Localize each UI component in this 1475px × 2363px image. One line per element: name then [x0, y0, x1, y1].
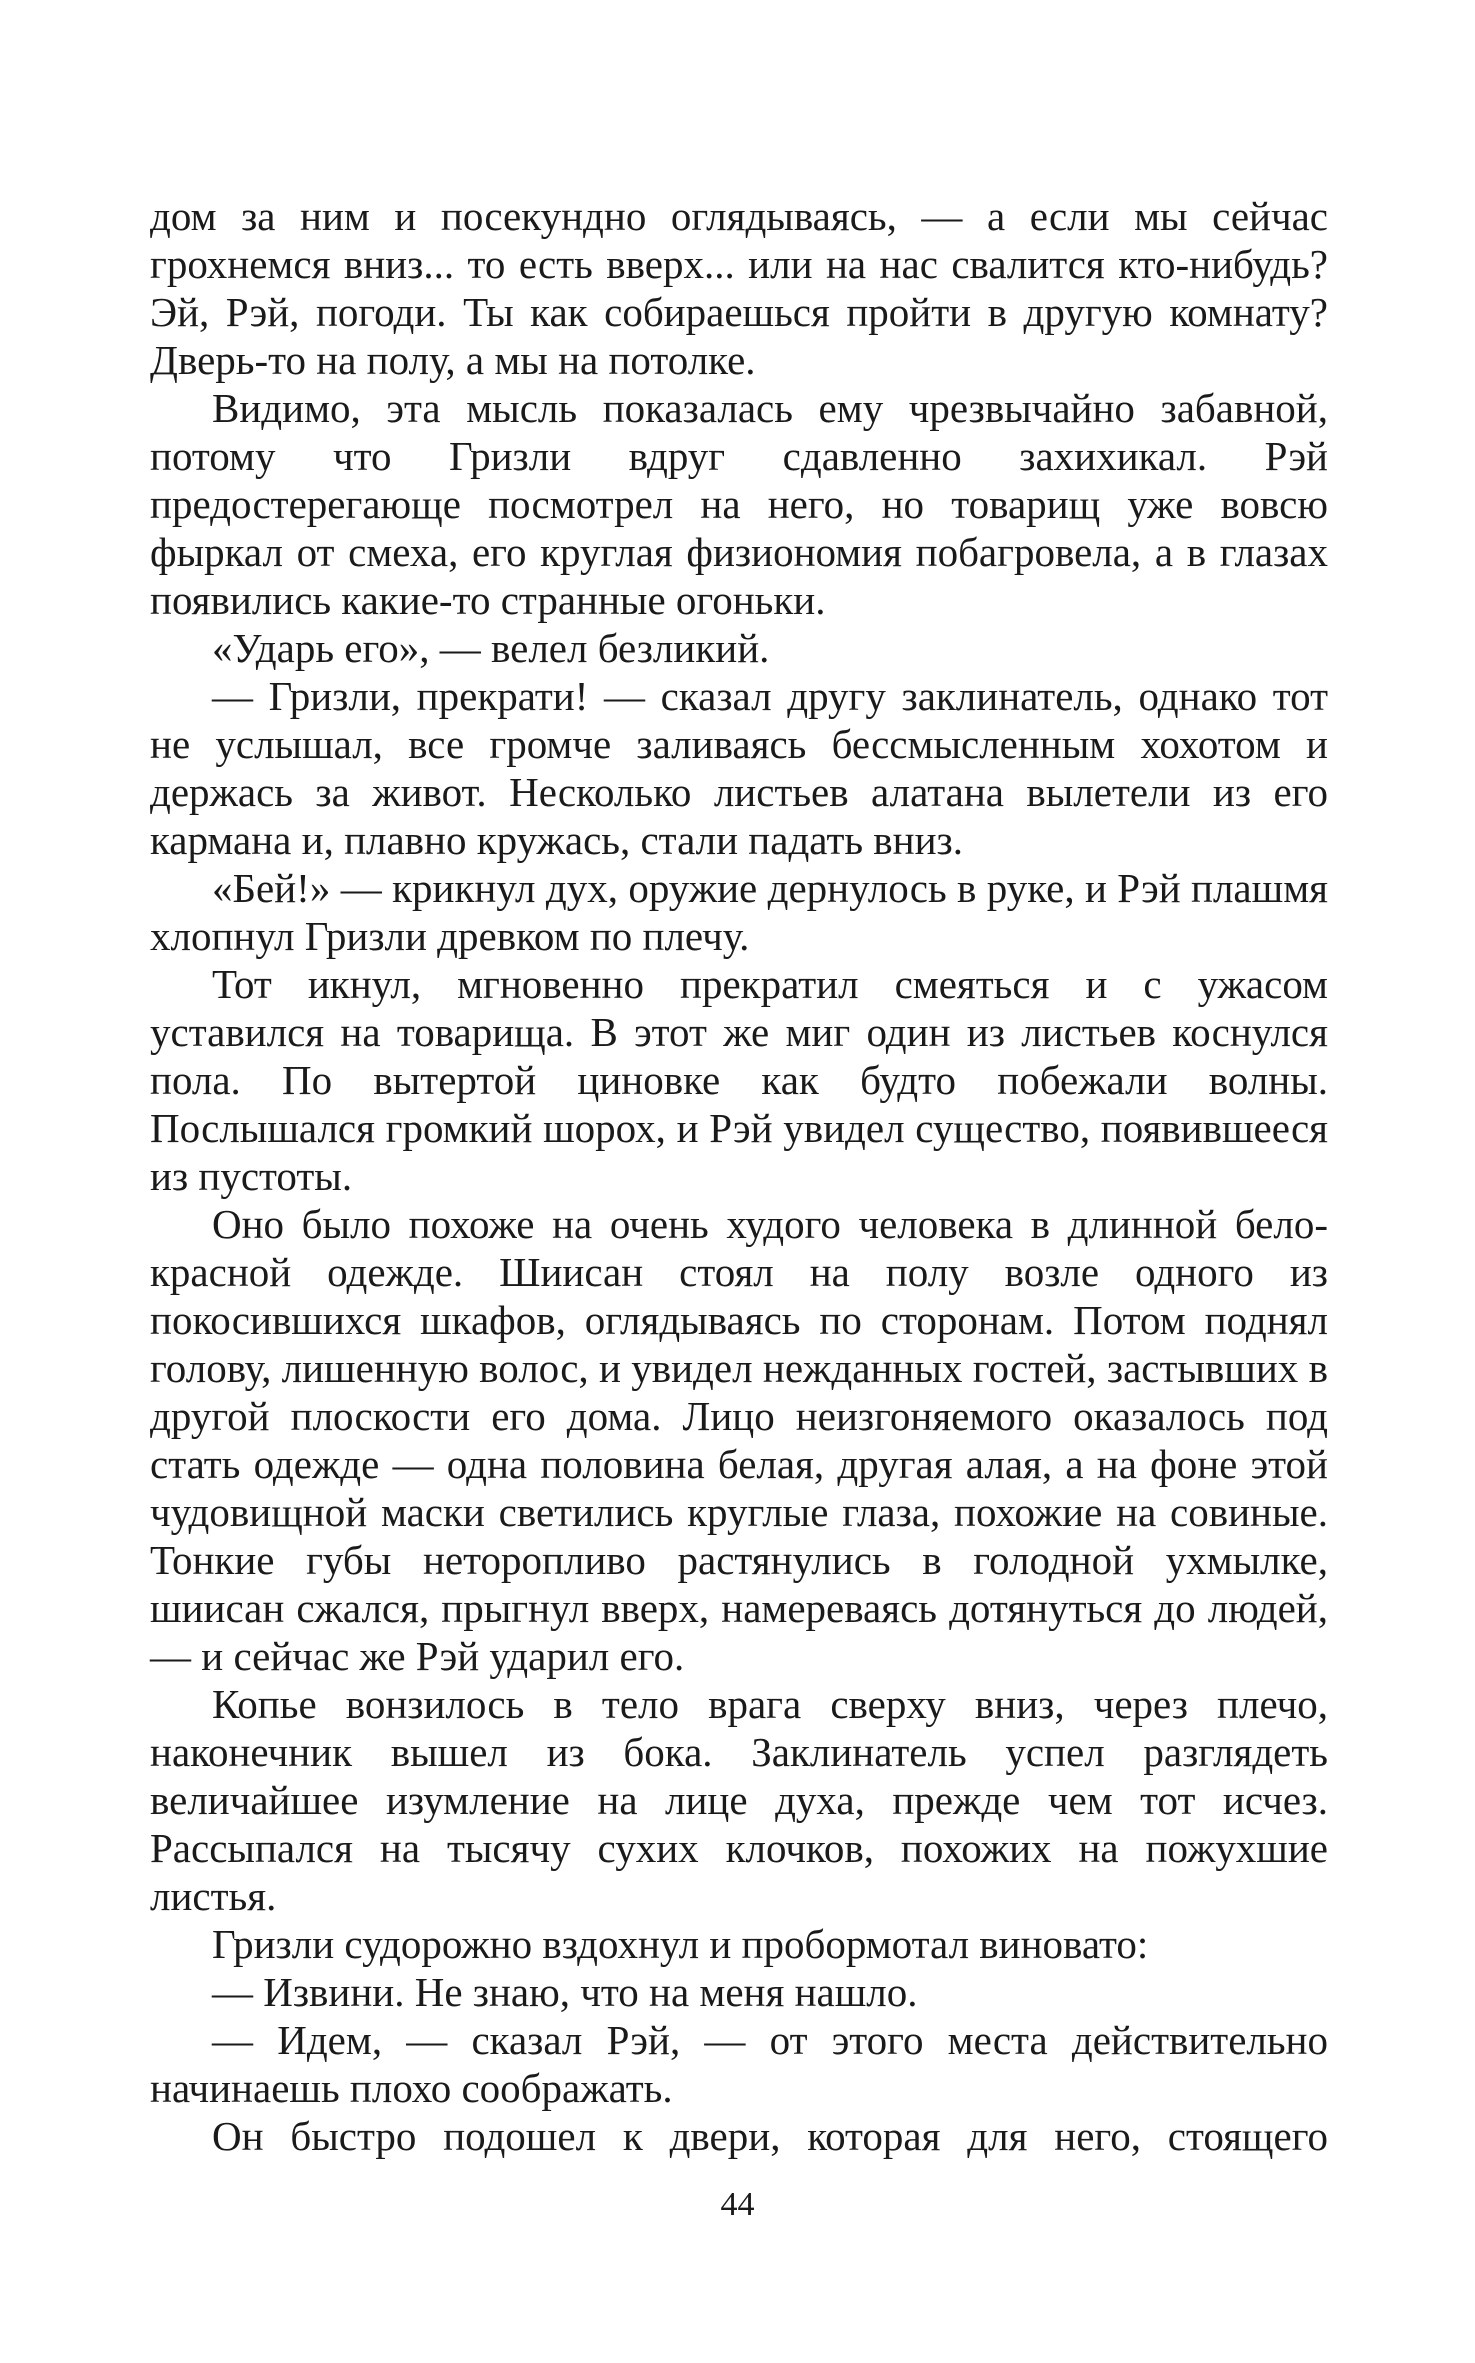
paragraph: Он быстро подошел к двери, которая для него, стоящего: [212, 2113, 1328, 2159]
paragraph: Тот икнул, мгновенно прекратил смеяться и с ужасом уставился на товарища. В этот же миг один из листьев коснулся пола. По вытертой циновке как будто побежали волны. Послышался громкий шорох, и Рэй увидел существо, появившееся из пустоты.: [150, 961, 1328, 1199]
paragraph: Видимо, эта мысль показалась ему чрезвычайно забавной, потому что Гризли вдруг сдавленно захихикал. Рэй предостерегающе посмотрел на него, но товарищ уже вовсю фыркал от смеха, его круглая физиономия побагровела, а в глазах появились какие-то странные огоньки.: [150, 385, 1328, 623]
paragraph: Оно было похоже на очень худого человека в длинной бело-красной одежде. Шиисан стоял на полу возле одного из покосившихся шкафов, оглядываясь по сторонам. Потом поднял голову, лишенную волос, и увидел нежданных гостей, застывших в другой плоскости его дома. Лицо неизгоняемого оказалось под стать одежде — одна половина белая, другая алая, а на фоне этой чудовищной маски светились круглые глаза, похожие на совиные. Тонкие губы неторопливо растянулись в голодной ухмылке, шиисан сжался, прыгнул вверх, намереваясь дотянуться до людей, — и сейчас же Рэй ударил его.: [150, 1201, 1328, 1679]
paragraph: Гризли судорожно вздохнул и пробормотал виновато:: [212, 1921, 1149, 1967]
paragraph: «Бей!» — крикнул дух, оружие дернулось в руке, и Рэй плашмя хлопнул Гризли древком по плечу.: [150, 865, 1328, 959]
paragraph: Копье вонзилось в тело врага сверху вниз, через плечо, наконечник вышел из бока. Заклинатель успел разглядеть величайшее изумление на лице духа, прежде чем тот исчез. Рассыпался на тысячу сухих клочков, похожих на пожухшие листья.: [150, 1681, 1328, 1919]
page-number: 44: [720, 2186, 755, 2223]
paragraph: — Гризли, прекрати! — сказал другу заклинатель, однако тот не услышал, все громче заливаясь бессмысленным хохотом и держась за живот. Несколько листьев алатана вылетели из его кармана и, плавно кружась, стали падать вниз.: [150, 673, 1328, 863]
body-text: [150, 192, 1328, 2160]
paragraph: — Извини. Не знаю, что на меня нашло.: [212, 1969, 918, 2015]
paragraph: дом за ним и посекундно оглядываясь, — а если мы сейчас грохнемся вниз... то есть вверх... или на нас свалится кто-нибудь? Эй, Рэй, погоди. Ты как собираешься пройти в другую комнату? Дверь-то на полу, а мы на потолке.: [150, 193, 1328, 383]
paragraph: «Ударь его», — велел безликий.: [212, 625, 770, 671]
paragraph: — Идем, — сказал Рэй, — от этого места действительно начинаешь плохо соображать.: [150, 2017, 1328, 2111]
